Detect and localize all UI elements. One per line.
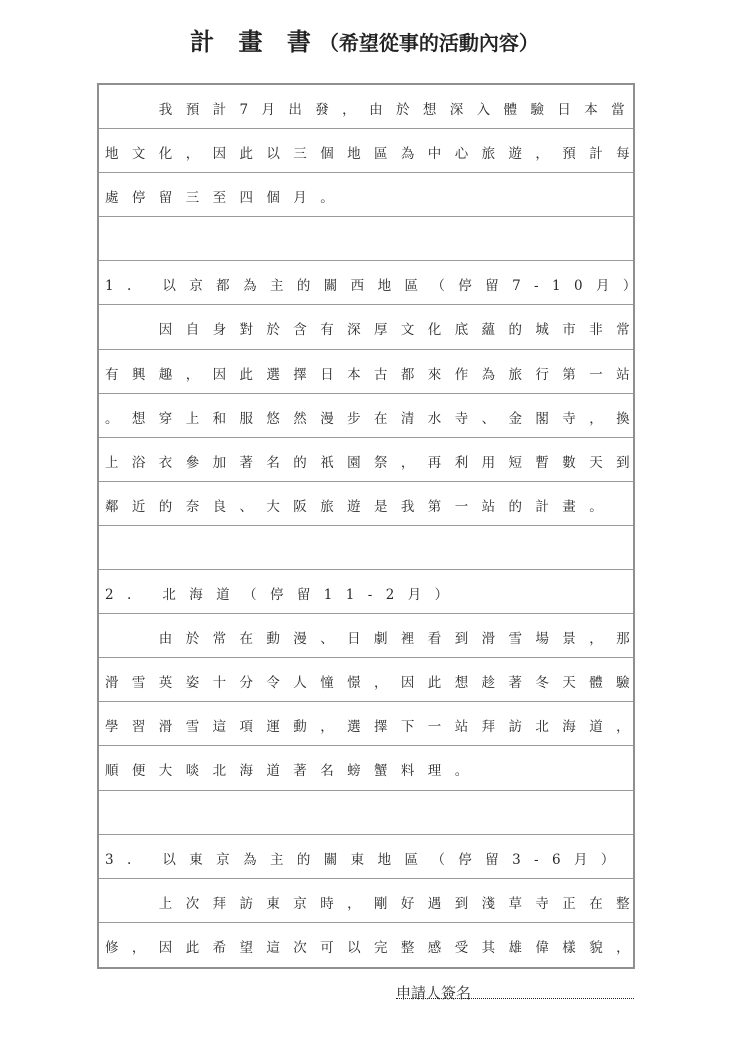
signature-label: 申請人簽名 bbox=[396, 984, 472, 1002]
grid-row bbox=[99, 438, 643, 482]
row-text: 由於常在動漫、日劇裡看到滑雪場景，那 bbox=[158, 631, 643, 648]
section-heading-hokkaido: 2. 北海道（停留11-2月） bbox=[105, 587, 462, 604]
grid-row bbox=[99, 746, 633, 790]
row-text: 地文化，因此以三個地區為中心旅遊，預計每 bbox=[105, 146, 643, 163]
grid-row bbox=[99, 923, 643, 967]
title-subtitle: （希望從事的活動內容） bbox=[318, 31, 539, 55]
row-text: 鄰近的奈良、大阪旅遊是我第一站的計畫。 bbox=[105, 498, 617, 515]
row-text: 因自身對於含有深厚文化底蘊的城市非常 bbox=[158, 322, 643, 339]
row-text: 順便大啖北海道著名螃蟹料理。 bbox=[105, 763, 482, 780]
grid-row bbox=[99, 305, 643, 349]
grid-row-blank bbox=[99, 791, 633, 835]
row-text: 上浴衣參加著名的祇園祭，再利用短暫數天到 bbox=[105, 454, 643, 471]
grid-row bbox=[99, 350, 643, 394]
section-heading-row bbox=[99, 261, 650, 305]
grid-row bbox=[99, 482, 633, 526]
row-text: 上次拜訪東京時，剛好遇到淺草寺正在整 bbox=[158, 895, 643, 912]
row-text: 處停留三至四個月。 bbox=[105, 190, 348, 207]
row-text: 。想穿上和服悠然漫步在清水寺、金閣寺，換 bbox=[105, 410, 643, 427]
row-text: 滑雪英姿十分令人憧憬，因此想趁著冬天體驗 bbox=[105, 675, 643, 692]
grid-row-blank bbox=[99, 217, 633, 261]
grid-row bbox=[99, 658, 643, 702]
grid-row bbox=[99, 614, 643, 658]
section-heading-row bbox=[99, 570, 633, 614]
row-text: 學習滑雪這項運動，選擇下一站拜訪北海道， bbox=[105, 719, 643, 736]
grid-row bbox=[99, 702, 643, 746]
section-heading-kansai: 1. 以京都為主的關西地區（停留7-10月） bbox=[105, 278, 650, 295]
grid-row bbox=[99, 879, 643, 923]
row-text: 修，因此希望這次可以完整感受其雄偉樣貌， bbox=[105, 939, 643, 956]
grid-row bbox=[99, 129, 643, 173]
grid-row bbox=[99, 173, 633, 217]
section-heading-row bbox=[99, 835, 633, 879]
title-main: 計 畫 書 bbox=[190, 28, 319, 56]
section-heading-kanto: 3. 以東京為主的關東地區（停留3-6月） bbox=[105, 851, 628, 868]
signature-line[interactable] bbox=[396, 998, 634, 999]
plan-grid-sheet bbox=[97, 83, 650, 969]
row-text: 我預計7月出發，由於想深入體驗日本當 bbox=[158, 102, 639, 118]
grid-row-blank bbox=[99, 526, 633, 570]
grid-row bbox=[99, 394, 643, 438]
document-title bbox=[0, 22, 729, 57]
row-text: 有興趣，因此選擇日本古都來作為旅行第一站 bbox=[105, 366, 643, 383]
grid-row bbox=[99, 85, 639, 129]
